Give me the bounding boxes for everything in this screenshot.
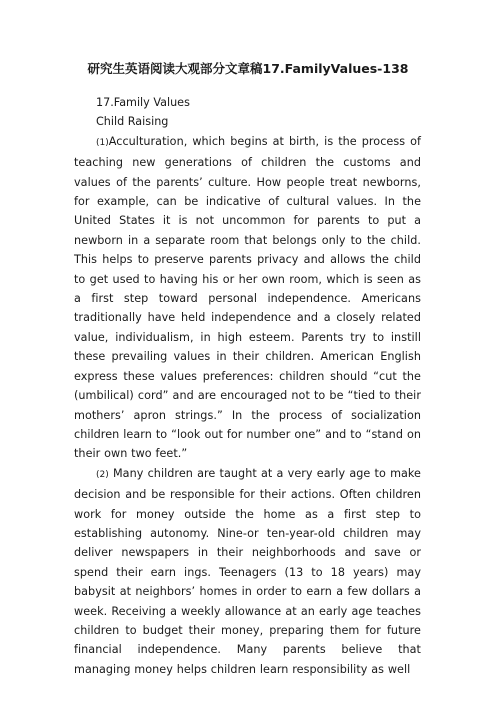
paragraph-number: (1): [96, 137, 109, 148]
document-title: 研究生英语阅读大观部分文章稿17.FamilyValues-138: [87, 61, 409, 76]
document-body: [74, 93, 421, 679]
paragraph-text: Many children are taught at a very early age to make decision and be responsible for their actions. Often children work for money outside the home as a first step to establishing autonomy. Nine-or ten-year-old children may deliver newspapers in their neighborhoods and save or spend their earn ings. Teenagers (13 to 18 years) may babysit at neighbors’ homes in order to earn a few dollars a week. Receiving a weekly allowance at an early age teaches children to budget their money, preparing them for future financial independence. Many parents believe that managing money helps children learn responsibility as well: [74, 466, 421, 676]
paragraph-number: (2): [96, 469, 109, 480]
paragraph-text: Acculturation, which begins at birth, is the process of teaching new generations of children the customs and values of the parents’ culture. How people treat newborns, for example, can be indicative of cultural values. In the United States it is not uncommon for parents to put a newborn in a separate room that belongs only to the child. This helps to preserve parents privacy and allows the child to get used to having his or her own room, which is seen as a first step toward personal independence. Americans traditionally have held independence and a closely related value, individualism, in high esteem. Parents try to instill these prevailing values in their children. American English express these values preferences: children should “cut the (umbilical) cord” and are encouraged not to be “tied to their mothers’ apron strings.” In the process of socialization children learn to “look out for number one” and to “stand on their own two feet.”: [74, 134, 421, 461]
paragraph-1: [74, 132, 421, 464]
section-heading: 17.Family Values: [96, 96, 190, 109]
paragraph-2: [74, 464, 421, 679]
subsection-heading: Child Raising: [96, 115, 169, 129]
